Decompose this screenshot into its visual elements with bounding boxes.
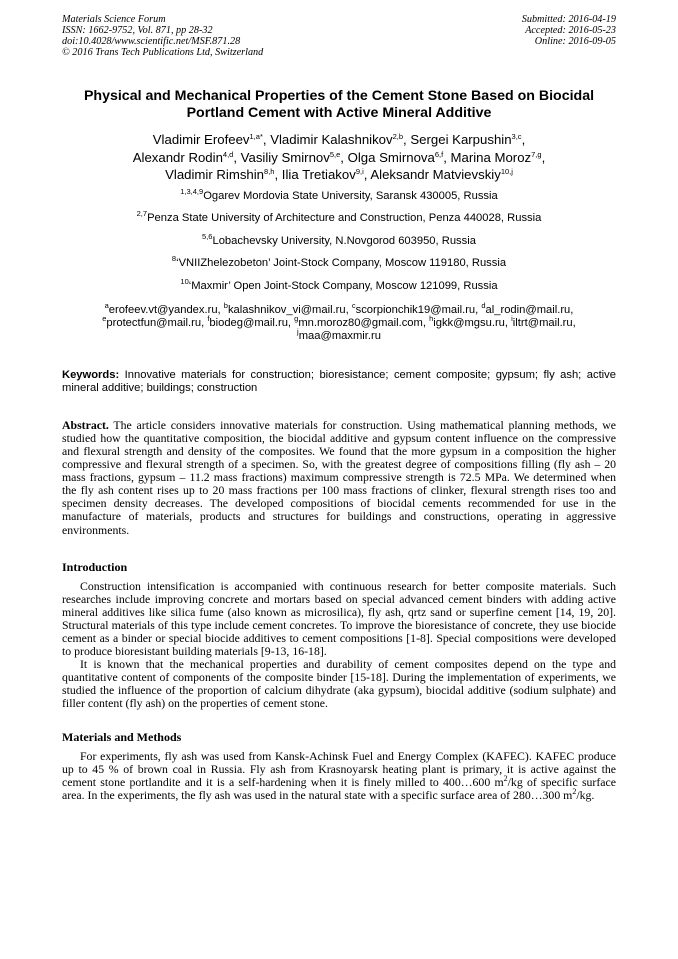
- email[interactable]: $^a$erofeev.vt@yandex.ru,: [104, 300, 224, 316]
- email[interactable]: $^d$al_rodin@mail.ru,: [481, 300, 574, 316]
- affiliation: $^{1,3,4,9}$Ogarev Mordovia State University, Saransk 430005, Russia: [180, 186, 498, 202]
- methods-heading: Materials and Methods: [62, 729, 182, 744]
- email[interactable]: $^c$scorpionchik19@mail.ru,: [351, 300, 482, 316]
- email[interactable]: $^e$protectfun@mail.ru,: [102, 314, 208, 330]
- author: Vasiliy Smirnov$^{5,e}$: [240, 149, 341, 165]
- email[interactable]: $^i$iltrt@mail.ru,: [511, 314, 576, 330]
- email[interactable]: $^h$igkk@mgsu.ru,: [429, 314, 512, 330]
- abstract-text: The article considers innovative materials for construction. Using mathematical planning methods, we studied how the quantitative composition, the biocidal additive and gypsum content influence on the compressive and flexural strength and density of the composites. We found that the more gypsum in a composition the higher compressive and flexural strength of a specimen. So, with the greatest degree of compositions filling (fly ash – 20 mass fractions, gypsum – 11.2 mass fractions) maximum compressive strength is 72.5 MPa. We determined when the fly ash content rises up to 20 mass fractions per 100 mass fractions of clinker, flexural strength rises too and specimen density decreases. The developed compositions of biocidal cements recommended for use in the manufacture of materials, products and structures for buildings and constructions, operating in aggressive environments.: [62, 417, 616, 537]
- paper-title: Physical and Mechanical Properties of the Cement Stone Based on Biocidal Portland Cement with Active Mineral Additive: [83, 88, 595, 121]
- abstract-label: Abstract.: [62, 417, 109, 432]
- keywords: [62, 369, 616, 395]
- author: Sergei Karpushin$^{3,c}$: [410, 132, 522, 147]
- author: Olga Smirnova$^{6,f}$: [347, 149, 444, 165]
- author: Vladimir Kalashnikov$^{2,b}$: [270, 132, 404, 147]
- introduction-paragraph: It is known that the mechanical properties and durability of cement composites depend on the type and quantitative content of components of the composite binder [15-18]. During the implementation of experiments, we studied the influence of the proportion of calcium dihydrate (aka gypsum), biocidal additive (sodium sulphate) and filler content (fly ash) on the properties of cement stone.: [62, 657, 616, 711]
- email[interactable]: $^f$biodeg@mail.ru,: [207, 314, 295, 330]
- journal-issn: ISSN: 1662-9752, Vol. 871, pp 28-32: [62, 25, 213, 36]
- affiliation: $^8$‘VNIIZhelezobeton’ Joint-Stock Company, Moscow 119180, Russia: [171, 254, 507, 270]
- affiliation-list: [62, 186, 616, 292]
- journal-info: [62, 14, 263, 58]
- author: Aleksandr Matvievskiy$^{10,j}$: [370, 167, 513, 182]
- journal-name: Materials Science Forum: [62, 14, 166, 25]
- affiliation: $^{10}$‘Maxmir’ Open Joint-Stock Company, Moscow 121099, Russia: [180, 276, 498, 292]
- author: Alexandr Rodin$^{4,d}$: [132, 149, 234, 165]
- introduction-paragraph: Construction intensification is accompanied with continuous research for better composite materials. Such researches include improving concrete and mortars based on special advanced cement binders with adding active mineral additives like silica fume (also known as microsilica), fly ash, qrtz sand or superfine cement [14, 19, 20]. Structural materials of this type include cement concretes. To improve the bioresistance of concrete, they use biocide cement as a binder or special biocide additives to cement compositions [1-8]. Special compositions were developed to produce bioresistant building materials [9-13, 16-18].: [62, 578, 616, 659]
- author: Vladimir Rimshin$^{8,h}$: [165, 167, 275, 182]
- email-list: [62, 300, 616, 344]
- journal-header: [62, 14, 616, 58]
- author: Vladimir Erofeev$^{1,a*}$: [152, 132, 263, 147]
- submitted-date: Submitted: 2016-04-19: [521, 14, 616, 25]
- author: Ilia Tretiakov$^{9,i}$: [281, 167, 364, 182]
- abstract: [62, 419, 616, 537]
- introduction-heading: Introduction: [62, 559, 128, 574]
- online-date: Online: 2016-09-05: [534, 36, 616, 47]
- methods-paragraph: For experiments, fly ash was used from Kansk-Achinsk Fuel and Energy Complex (KAFEC). KAFEC produce up to 45 % of brown coal in Russia. Fly ash from Krasnoyarsk heating plant is primary, it is active against the cement stone portlandite and it is a self-hardening when it is finely milled to 400…600 $m^2/kg$ of specific surface area. In the experiments, the fly ash was used in the natural state with a specific surface area of 280…300 $m^2/kg$.: [62, 748, 616, 802]
- accepted-date: Accepted: 2016-05-23: [525, 25, 616, 36]
- author: Marina Moroz$^{7,g}$: [450, 149, 542, 165]
- paper-page: [62, 14, 616, 802]
- submission-dates: [522, 14, 616, 58]
- keywords-text: Innovative materials for construction; bioresistance; cement composite; gypsum; fly ash; active mineral additive; buildings; construction: [62, 368, 616, 394]
- email[interactable]: $^b$kalashnikov_vi@mail.ru,: [223, 300, 352, 316]
- keywords-label: Keywords:: [62, 368, 120, 381]
- affiliation: $^{5,6}$Lobachevsky University, N.Novgorod 603950, Russia: [202, 231, 476, 247]
- journal-doi: doi:10.4028/www.scientific.net/MSF.871.28: [62, 36, 241, 47]
- affiliation: $^{2,7}$Penza State University of Architecture and Construction, Penza 440028, Russia: [136, 209, 542, 225]
- author-list: Vladimir Erofeev$^{1,a*}$, Vladimir Kalashnikov$^{2,b}$, Sergei Karpushin$^{3,c}$, Alexandr Rodin$^{4,d}$, Vasiliy Smirnov$^{5,e}$, Olga Smirnova$^{6,f}$, Marina Moroz$^{7,g}$, Vladimir Rimshin$^{8,h}$, Ilia Tretiakov$^{9,i}$, Aleksandr Matvievskiy$^{10,j}$: [132, 132, 546, 182]
- email[interactable]: $^g$mn.moroz80@gmail.com,: [294, 314, 430, 330]
- journal-copyright: © 2016 Trans Tech Publications Ltd, Switzerland: [62, 47, 264, 58]
- email[interactable]: $^j$maa@maxmir.ru: [297, 327, 381, 343]
